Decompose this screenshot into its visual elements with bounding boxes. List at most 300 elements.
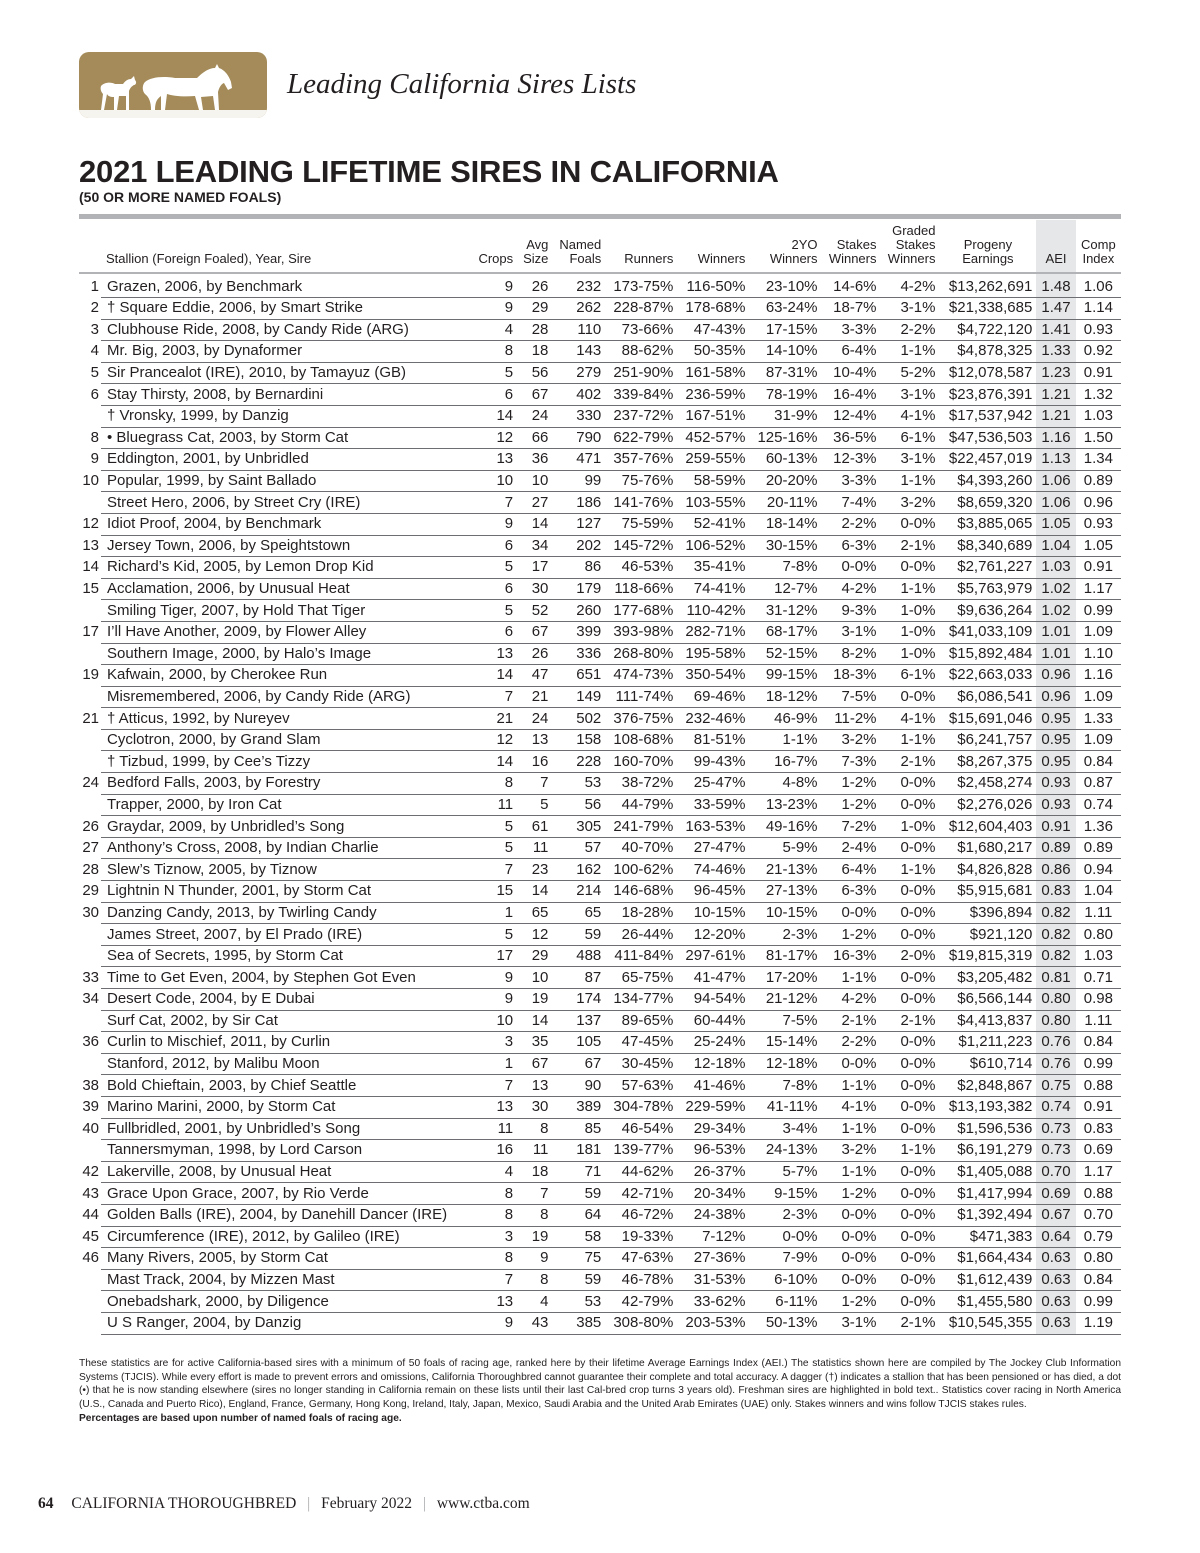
cell-crops: 16 [472,1140,517,1162]
table-row [79,1053,1121,1075]
cell-stakes-winners: 1-1% [822,1161,881,1183]
table-row [79,1161,1121,1183]
cell-winners: 106-52% [677,535,749,557]
cell-runners: 177-68% [605,600,677,622]
cell-aei: 1.33 [1036,341,1075,363]
cell-aei: 0.96 [1036,665,1075,687]
cell-rank [79,729,101,751]
cell-avg-size: 13 [517,1075,552,1097]
cell-comp-index: 0.87 [1076,773,1121,795]
cell-crops: 7 [472,492,517,514]
cell-rank [79,924,101,946]
cell-rank: 10 [82,472,99,490]
cell-rank [79,492,101,514]
cell-crops: 5 [472,816,517,838]
cell-graded-stakes-winners: 3-1% [881,449,940,471]
cell-stakes-winners: 7-3% [822,751,881,773]
cell-stakes-winners: 9-3% [822,600,881,622]
page-subtitle: (50 OR MORE NAMED FOALS) [79,189,282,205]
cell-aei: 0.75 [1036,1075,1075,1097]
cell-2yo-winners: 20-11% [749,492,821,514]
cell-2yo-winners: 31-9% [749,405,821,427]
cell-stakes-winners: 1-2% [822,1291,881,1313]
cell-stallion: Bedford Falls, 2003, by Forestry [101,773,472,795]
col-header-2yo-winners: 2YO Winners [749,220,821,273]
page-title: 2021 LEADING LIFETIME SIRES IN CALIFORNIA [79,154,779,189]
cell-stallion: Idiot Proof, 2004, by Benchmark [101,513,472,535]
cell-stallion: Jersey Town, 2006, by Speightstown [101,535,472,557]
cell-crops: 11 [472,1118,517,1140]
cell-rank: 5 [90,364,99,382]
cell-2yo-winners: 6-11% [749,1291,821,1313]
cell-stallion: Lakerville, 2008, by Unusual Heat [101,1161,472,1183]
cell-progeny-earnings: $4,413,837 [939,1010,1036,1032]
cell-stakes-winners: 10-4% [822,362,881,384]
cell-avg-size: 43 [517,1312,552,1334]
cell-avg-size: 14 [517,1010,552,1032]
cell-rank: 6 [90,385,99,403]
cell-progeny-earnings: $4,722,120 [939,319,1036,341]
cell-2yo-winners: 68-17% [749,621,821,643]
cell-stakes-winners: 36-5% [822,427,881,449]
cell-comp-index: 0.69 [1076,1140,1121,1162]
cell-aei: 0.86 [1036,859,1075,881]
cell-stakes-winners: 2-2% [822,513,881,535]
cell-crops: 4 [472,1161,517,1183]
cell-comp-index: 0.99 [1076,600,1121,622]
footer-separator: | [307,1495,311,1512]
cell-progeny-earnings: $3,885,065 [939,513,1036,535]
cell-stakes-winners: 11-2% [822,708,881,730]
cell-aei: 0.81 [1036,967,1075,989]
cell-comp-index: 0.94 [1076,859,1121,881]
table-row [79,1010,1121,1032]
cell-winners: 74-46% [677,859,749,881]
cell-winners: 41-47% [677,967,749,989]
cell-progeny-earnings: $21,338,685 [939,298,1036,320]
cell-stallion: Many Rivers, 2005, by Storm Cat [101,1248,472,1270]
cell-graded-stakes-winners: 0-0% [881,1161,940,1183]
cell-named-foals: 59 [552,1269,605,1291]
cell-comp-index: 0.88 [1076,1183,1121,1205]
cell-rank [79,600,101,622]
issue-date: February 2022 [321,1495,412,1512]
cell-avg-size: 5 [517,794,552,816]
cell-comp-index: 1.05 [1076,535,1121,557]
cell-runners: 88-62% [605,341,677,363]
cell-comp-index: 1.09 [1076,686,1121,708]
table-row [79,1118,1121,1140]
cell-graded-stakes-winners: 1-1% [881,1140,940,1162]
cell-runners: 108-68% [605,729,677,751]
col-header-comp-index: Comp Index [1076,220,1121,273]
cell-rank: 3 [90,320,99,338]
cell-graded-stakes-winners: 0-0% [881,881,940,903]
cell-named-foals: 137 [552,1010,605,1032]
cell-winners: 96-53% [677,1140,749,1162]
table-row [79,319,1121,341]
footer-separator: | [422,1495,426,1512]
cell-avg-size: 19 [517,1226,552,1248]
cell-graded-stakes-winners: 3-2% [881,492,940,514]
cell-progeny-earnings: $6,086,541 [939,686,1036,708]
cell-avg-size: 21 [517,686,552,708]
cell-stakes-winners: 6-3% [822,881,881,903]
cell-2yo-winners: 78-19% [749,384,821,406]
cell-rank: 34 [82,990,99,1008]
cell-progeny-earnings: $3,205,482 [939,967,1036,989]
cell-winners: 26-37% [677,1161,749,1183]
cell-avg-size: 35 [517,1032,552,1054]
cell-progeny-earnings: $12,604,403 [939,816,1036,838]
cell-2yo-winners: 46-9% [749,708,821,730]
cell-graded-stakes-winners: 0-0% [881,686,940,708]
cell-progeny-earnings: $22,663,033 [939,665,1036,687]
cell-graded-stakes-winners: 3-1% [881,298,940,320]
cell-named-foals: 488 [552,945,605,967]
cell-crops: 3 [472,1032,517,1054]
cell-stallion: Mr. Big, 2003, by Dynaformer [101,341,472,363]
cell-progeny-earnings: $22,457,019 [939,449,1036,471]
col-header-aei: AEI [1036,220,1075,273]
table-row [79,665,1121,687]
cell-2yo-winners: 7-5% [749,1010,821,1032]
cell-comp-index: 1.14 [1076,298,1121,320]
cell-stallion: Kafwain, 2000, by Cherokee Run [101,665,472,687]
cell-runners: 26-44% [605,924,677,946]
website-link[interactable]: www.ctba.com [436,1495,530,1512]
cell-aei: 0.73 [1036,1140,1075,1162]
cell-runners: 474-73% [605,665,677,687]
cell-comp-index: 1.09 [1076,621,1121,643]
cell-winners: 163-53% [677,816,749,838]
cell-aei: 0.82 [1036,945,1075,967]
cell-comp-index: 0.89 [1076,837,1121,859]
table-row [79,1032,1121,1054]
cell-graded-stakes-winners: 1-1% [881,729,940,751]
cell-crops: 9 [472,989,517,1011]
cell-stallion: Trapper, 2000, by Iron Cat [101,794,472,816]
cell-aei: 1.05 [1036,513,1075,535]
cell-stakes-winners: 1-1% [822,1075,881,1097]
cell-runners: 173-75% [605,273,677,298]
cell-progeny-earnings: $610,714 [939,1053,1036,1075]
cell-graded-stakes-winners: 0-0% [881,1291,940,1313]
cell-winners: 259-55% [677,449,749,471]
table-row [79,1248,1121,1270]
cell-graded-stakes-winners: 2-0% [881,945,940,967]
publication-name: CALIFORNIA THOROUGHBRED [71,1495,297,1512]
cell-progeny-earnings: $1,612,439 [939,1269,1036,1291]
cell-aei: 1.02 [1036,578,1075,600]
cell-stakes-winners: 12-4% [822,405,881,427]
cell-aei: 0.63 [1036,1291,1075,1313]
cell-runners: 241-79% [605,816,677,838]
cell-rank [79,405,101,427]
cell-avg-size: 10 [517,967,552,989]
cell-crops: 8 [472,1204,517,1226]
cell-crops: 6 [472,578,517,600]
cell-comp-index: 1.04 [1076,881,1121,903]
cell-stallion: Southern Image, 2000, by Halo’s Image [101,643,472,665]
cell-crops: 11 [472,794,517,816]
cell-winners: 47-43% [677,319,749,341]
table-row [79,989,1121,1011]
cell-crops: 9 [472,967,517,989]
cell-comp-index: 1.06 [1076,273,1121,298]
cell-stakes-winners: 1-1% [822,1118,881,1140]
cell-winners: 99-43% [677,751,749,773]
cell-crops: 15 [472,881,517,903]
cell-avg-size: 34 [517,535,552,557]
cell-progeny-earnings: $8,340,689 [939,535,1036,557]
sires-table-body [79,273,1121,1334]
cell-named-foals: 232 [552,273,605,298]
cell-comp-index: 1.03 [1076,945,1121,967]
cell-crops: 9 [472,1312,517,1334]
cell-avg-size: 24 [517,405,552,427]
cell-aei: 0.96 [1036,686,1075,708]
cell-winners: 232-46% [677,708,749,730]
cell-aei: 0.70 [1036,1161,1075,1183]
table-row [79,794,1121,816]
cell-aei: 0.80 [1036,1010,1075,1032]
cell-2yo-winners: 2-3% [749,1204,821,1226]
cell-graded-stakes-winners: 1-0% [881,643,940,665]
cell-crops: 14 [472,405,517,427]
cell-crops: 5 [472,924,517,946]
cell-comp-index: 0.70 [1076,1204,1121,1226]
cell-2yo-winners: 2-3% [749,924,821,946]
horse-and-foal-logo-icon [79,52,267,118]
col-header-crops: Crops [472,220,517,273]
cell-winners: 69-46% [677,686,749,708]
cell-stallion: • Bluegrass Cat, 2003, by Storm Cat [101,427,472,449]
cell-rank: 1 [90,278,99,296]
cell-winners: 41-46% [677,1075,749,1097]
table-row [79,492,1121,514]
cell-avg-size: 7 [517,773,552,795]
cell-runners: 237-72% [605,405,677,427]
table-row [79,1312,1121,1334]
cell-named-foals: 86 [552,557,605,579]
cell-rank: 45 [82,1227,99,1245]
cell-progeny-earnings: $2,458,274 [939,773,1036,795]
cell-rank [79,1269,101,1291]
cell-stallion: Surf Cat, 2002, by Sir Cat [101,1010,472,1032]
cell-comp-index: 0.80 [1076,1248,1121,1270]
cell-2yo-winners: 7-8% [749,557,821,579]
cell-stakes-winners: 3-1% [822,1312,881,1334]
cell-crops: 9 [472,273,517,298]
cell-2yo-winners: 17-20% [749,967,821,989]
cell-stakes-winners: 7-2% [822,816,881,838]
cell-named-foals: 651 [552,665,605,687]
cell-named-foals: 58 [552,1226,605,1248]
cell-runners: 42-71% [605,1183,677,1205]
cell-aei: 0.91 [1036,816,1075,838]
table-row [79,859,1121,881]
cell-avg-size: 18 [517,1161,552,1183]
cell-progeny-earnings: $1,680,217 [939,837,1036,859]
cell-comp-index: 1.34 [1076,449,1121,471]
cell-stakes-winners: 0-0% [822,1053,881,1075]
cell-avg-size: 11 [517,1140,552,1162]
cell-graded-stakes-winners: 0-0% [881,989,940,1011]
cell-rank: 30 [82,903,99,921]
cell-runners: 357-76% [605,449,677,471]
table-row [79,751,1121,773]
table-row [79,1226,1121,1248]
cell-avg-size: 28 [517,319,552,341]
cell-named-foals: 127 [552,513,605,535]
cell-aei: 0.83 [1036,881,1075,903]
cell-stakes-winners: 1-2% [822,1183,881,1205]
cell-winners: 50-35% [677,341,749,363]
cell-stakes-winners: 18-3% [822,665,881,687]
cell-progeny-earnings: $17,537,942 [939,405,1036,427]
cell-2yo-winners: 10-15% [749,902,821,924]
cell-avg-size: 47 [517,665,552,687]
cell-2yo-winners: 87-31% [749,362,821,384]
cell-named-foals: 99 [552,470,605,492]
cell-comp-index: 0.80 [1076,924,1121,946]
cell-crops: 9 [472,298,517,320]
cell-2yo-winners: 9-15% [749,1183,821,1205]
cell-progeny-earnings: $6,191,279 [939,1140,1036,1162]
cell-stallion: Fullbridled, 2001, by Unbridled’s Song [101,1118,472,1140]
cell-comp-index: 1.11 [1076,902,1121,924]
cell-rank: 36 [82,1033,99,1051]
cell-2yo-winners: 16-7% [749,751,821,773]
cell-2yo-winners: 12-18% [749,1053,821,1075]
cell-comp-index: 0.91 [1076,362,1121,384]
cell-runners: 139-77% [605,1140,677,1162]
cell-2yo-winners: 49-16% [749,816,821,838]
cell-aei: 0.82 [1036,924,1075,946]
cell-comp-index: 1.19 [1076,1312,1121,1334]
cell-aei: 0.93 [1036,794,1075,816]
cell-named-foals: 56 [552,794,605,816]
cell-stakes-winners: 3-3% [822,470,881,492]
cell-named-foals: 65 [552,902,605,924]
cell-2yo-winners: 18-12% [749,686,821,708]
cell-winners: 96-45% [677,881,749,903]
cell-avg-size: 18 [517,341,552,363]
cell-winners: 25-47% [677,773,749,795]
cell-runners: 228-87% [605,298,677,320]
table-row [79,708,1121,730]
cell-stakes-winners: 2-4% [822,837,881,859]
cell-crops: 8 [472,773,517,795]
cell-runners: 308-80% [605,1312,677,1334]
cell-progeny-earnings: $9,636,264 [939,600,1036,622]
cell-stallion: Richard’s Kid, 2005, by Lemon Drop Kid [101,557,472,579]
cell-runners: 44-79% [605,794,677,816]
cell-graded-stakes-winners: 0-0% [881,1032,940,1054]
cell-graded-stakes-winners: 4-2% [881,273,940,298]
cell-avg-size: 12 [517,924,552,946]
cell-graded-stakes-winners: 6-1% [881,427,940,449]
cell-crops: 7 [472,686,517,708]
cell-crops: 5 [472,557,517,579]
cell-winners: 94-54% [677,989,749,1011]
cell-named-foals: 385 [552,1312,605,1334]
cell-avg-size: 29 [517,945,552,967]
cell-avg-size: 23 [517,859,552,881]
cell-stakes-winners: 14-6% [822,273,881,298]
cell-stakes-winners: 0-0% [822,557,881,579]
cell-named-foals: 53 [552,773,605,795]
cell-winners: 282-71% [677,621,749,643]
cell-runners: 251-90% [605,362,677,384]
cell-winners: 25-24% [677,1032,749,1054]
cell-aei: 0.95 [1036,751,1075,773]
cell-aei: 0.89 [1036,837,1075,859]
cell-runners: 57-63% [605,1075,677,1097]
cell-named-foals: 202 [552,535,605,557]
cell-avg-size: 30 [517,1096,552,1118]
cell-avg-size: 36 [517,449,552,471]
cell-aei: 0.76 [1036,1053,1075,1075]
table-row [79,535,1121,557]
cell-rank: 38 [82,1076,99,1094]
cell-progeny-earnings: $1,455,580 [939,1291,1036,1313]
cell-runners: 19-33% [605,1226,677,1248]
cell-aei: 0.95 [1036,729,1075,751]
cell-graded-stakes-winners: 5-2% [881,362,940,384]
cell-crops: 10 [472,470,517,492]
cell-rank: 29 [82,882,99,900]
cell-stallion: Stanford, 2012, by Malibu Moon [101,1053,472,1075]
cell-stallion: † Vronsky, 1999, by Danzig [101,405,472,427]
cell-aei: 0.63 [1036,1248,1075,1270]
cell-winners: 116-50% [677,273,749,298]
cell-runners: 47-45% [605,1032,677,1054]
cell-named-foals: 64 [552,1204,605,1226]
col-header-avg-size: Avg Size [517,220,552,273]
cell-rank: 44 [82,1206,99,1224]
table-row [79,273,1121,298]
footnote-percentages: Percentages are based upon number of named foals of racing age. [79,1412,402,1424]
cell-2yo-winners: 1-1% [749,729,821,751]
cell-rank: 17 [82,623,99,641]
cell-crops: 13 [472,449,517,471]
cell-graded-stakes-winners: 0-0% [881,1118,940,1140]
cell-crops: 7 [472,859,517,881]
table-row [79,341,1121,363]
cell-winners: 52-41% [677,513,749,535]
cell-2yo-winners: 41-11% [749,1096,821,1118]
cell-rank [79,945,101,967]
cell-avg-size: 17 [517,557,552,579]
cell-named-foals: 162 [552,859,605,881]
table-row [79,513,1121,535]
cell-aei: 0.93 [1036,773,1075,795]
cell-avg-size: 61 [517,816,552,838]
cell-runners: 111-74% [605,686,677,708]
cell-runners: 339-84% [605,384,677,406]
cell-stallion: Grace Upon Grace, 2007, by Rio Verde [101,1183,472,1205]
cell-stallion: Smiling Tiger, 2007, by Hold That Tiger [101,600,472,622]
table-row [79,1291,1121,1313]
cell-graded-stakes-winners: 0-0% [881,1269,940,1291]
top-rule [79,214,1121,219]
cell-aei: 0.63 [1036,1269,1075,1291]
cell-aei: 1.02 [1036,600,1075,622]
cell-runners: 411-84% [605,945,677,967]
cell-rank: 27 [82,839,99,857]
